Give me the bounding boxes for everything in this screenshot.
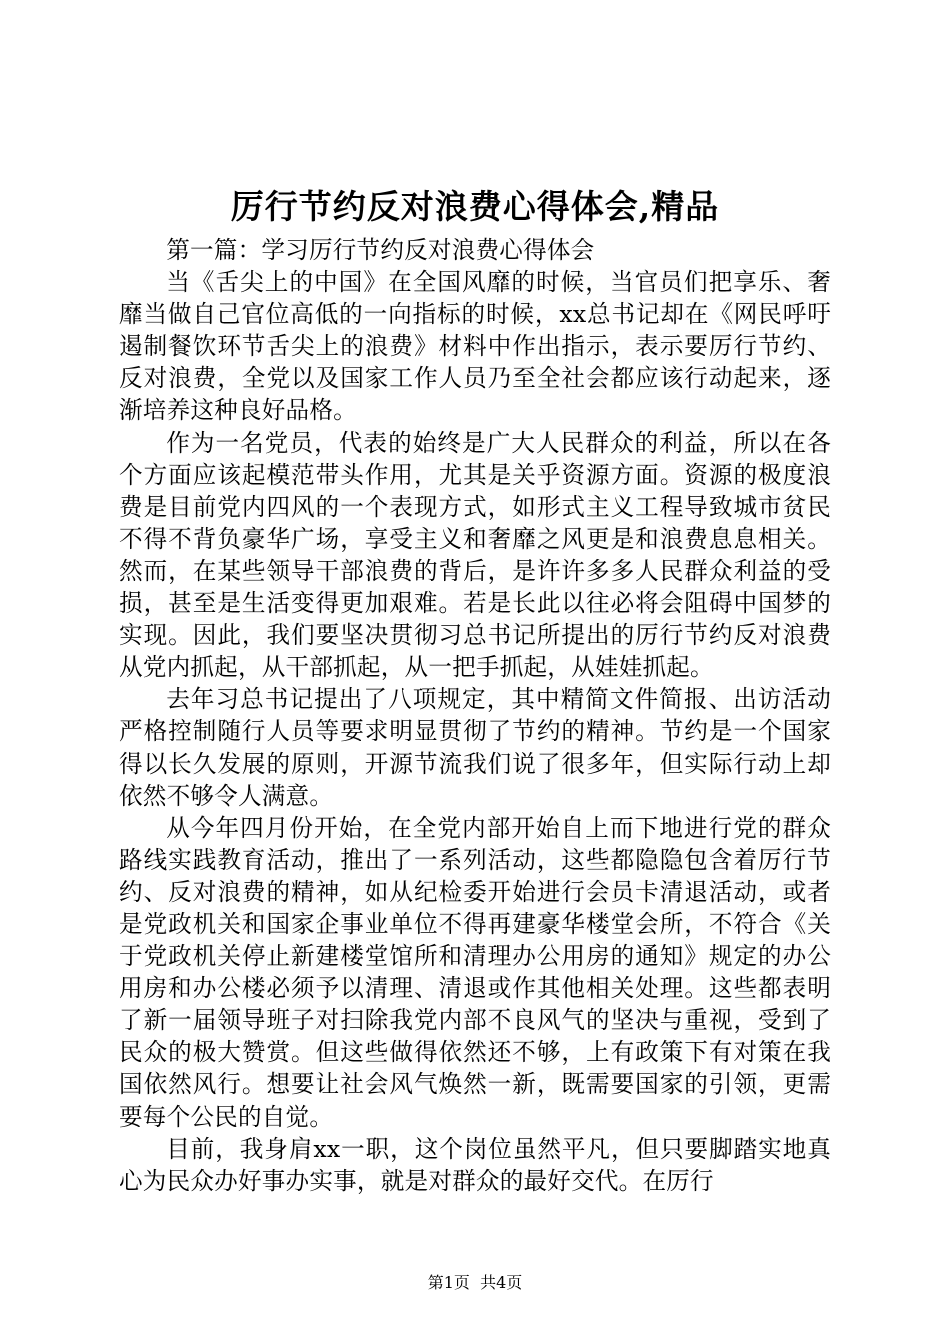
paragraph: 目前，我身肩xx一职，这个岗位虽然平凡，但只要脚踏实地真心为民众办好事办实事，就是对群众的最好交代。在厉行 xyxy=(119,1134,831,1195)
paragraph: 从今年四月份开始，在全党内部开始自上而下地进行党的群众路线实践教育活动，推出了一系列活动，这些都隐隐包含着厉行节约、反对浪费的精神，如从纪检委开始进行会员卡清退活动，或者是党政机关和国家企事业单位不得再建豪华楼堂会所，不符合《关于党政机关停止新建楼堂馆所和清理办公用房的通知》规定的办公用房和办公楼必须予以清理、清退或作其他相关处理。这些都表明了新一届领导班子对扫除我党内部不良风气的坚决与重视，受到了民众的极大赞赏。但这些做得依然还不够，上有政策下有对策在我国依然风行。想要让社会风气焕然一新，既需要国家的引领，更需要每个公民的自觉。 xyxy=(119,813,831,1131)
paragraph: 去年习总书记提出了八项规定，其中精简文件简报、出访活动严格控制随行人员等要求明显贯彻了节约的精神。节约是一个国家得以长久发展的原则，开源节流我们说了很多年，但实际行动上却依然不够令人满意。 xyxy=(119,685,831,810)
document-body xyxy=(119,234,831,1197)
page-total: 共4页 xyxy=(480,1273,523,1292)
paragraph: 作为一名党员，代表的始终是广大人民群众的利益，所以在各个方面应该起模范带头作用，尤其是关乎资源方面。资源的极度浪费是目前党内四风的一个表现方式，如形式主义工程导致城市贫民不得不背负豪华广场，享受主义和奢靡之风更是和浪费息息相关。然而，在某些领导干部浪费的背后，是许许多多人民群众利益的受损，甚至是生活变得更加艰难。若是长此以往必将会阻碍中国梦的实现。因此，我们要坚决贯彻习总书记所提出的厉行节约反对浪费从党内抓起，从干部抓起，从一把手抓起，从娃娃抓起。 xyxy=(119,428,831,682)
page-footer xyxy=(0,1272,950,1294)
paragraph: 当《舌尖上的中国》在全国风靡的时候，当官员们把享乐、奢靡当做自己官位高低的一向指标的时候，xx总书记却在《网民呼吁遏制餐饮环节舌尖上的浪费》材料中作出指示，表示要厉行节约、反对浪费，全党以及国家工作人员乃至全社会都应该行动起来，逐渐培养这种良好品格。 xyxy=(119,268,831,425)
page-number: 第1页 xyxy=(427,1273,470,1292)
section-heading: 第一篇：学习厉行节约反对浪费心得体会 xyxy=(166,236,595,264)
document-title: 厉行节约反对浪费心得体会,精品 xyxy=(230,187,720,226)
